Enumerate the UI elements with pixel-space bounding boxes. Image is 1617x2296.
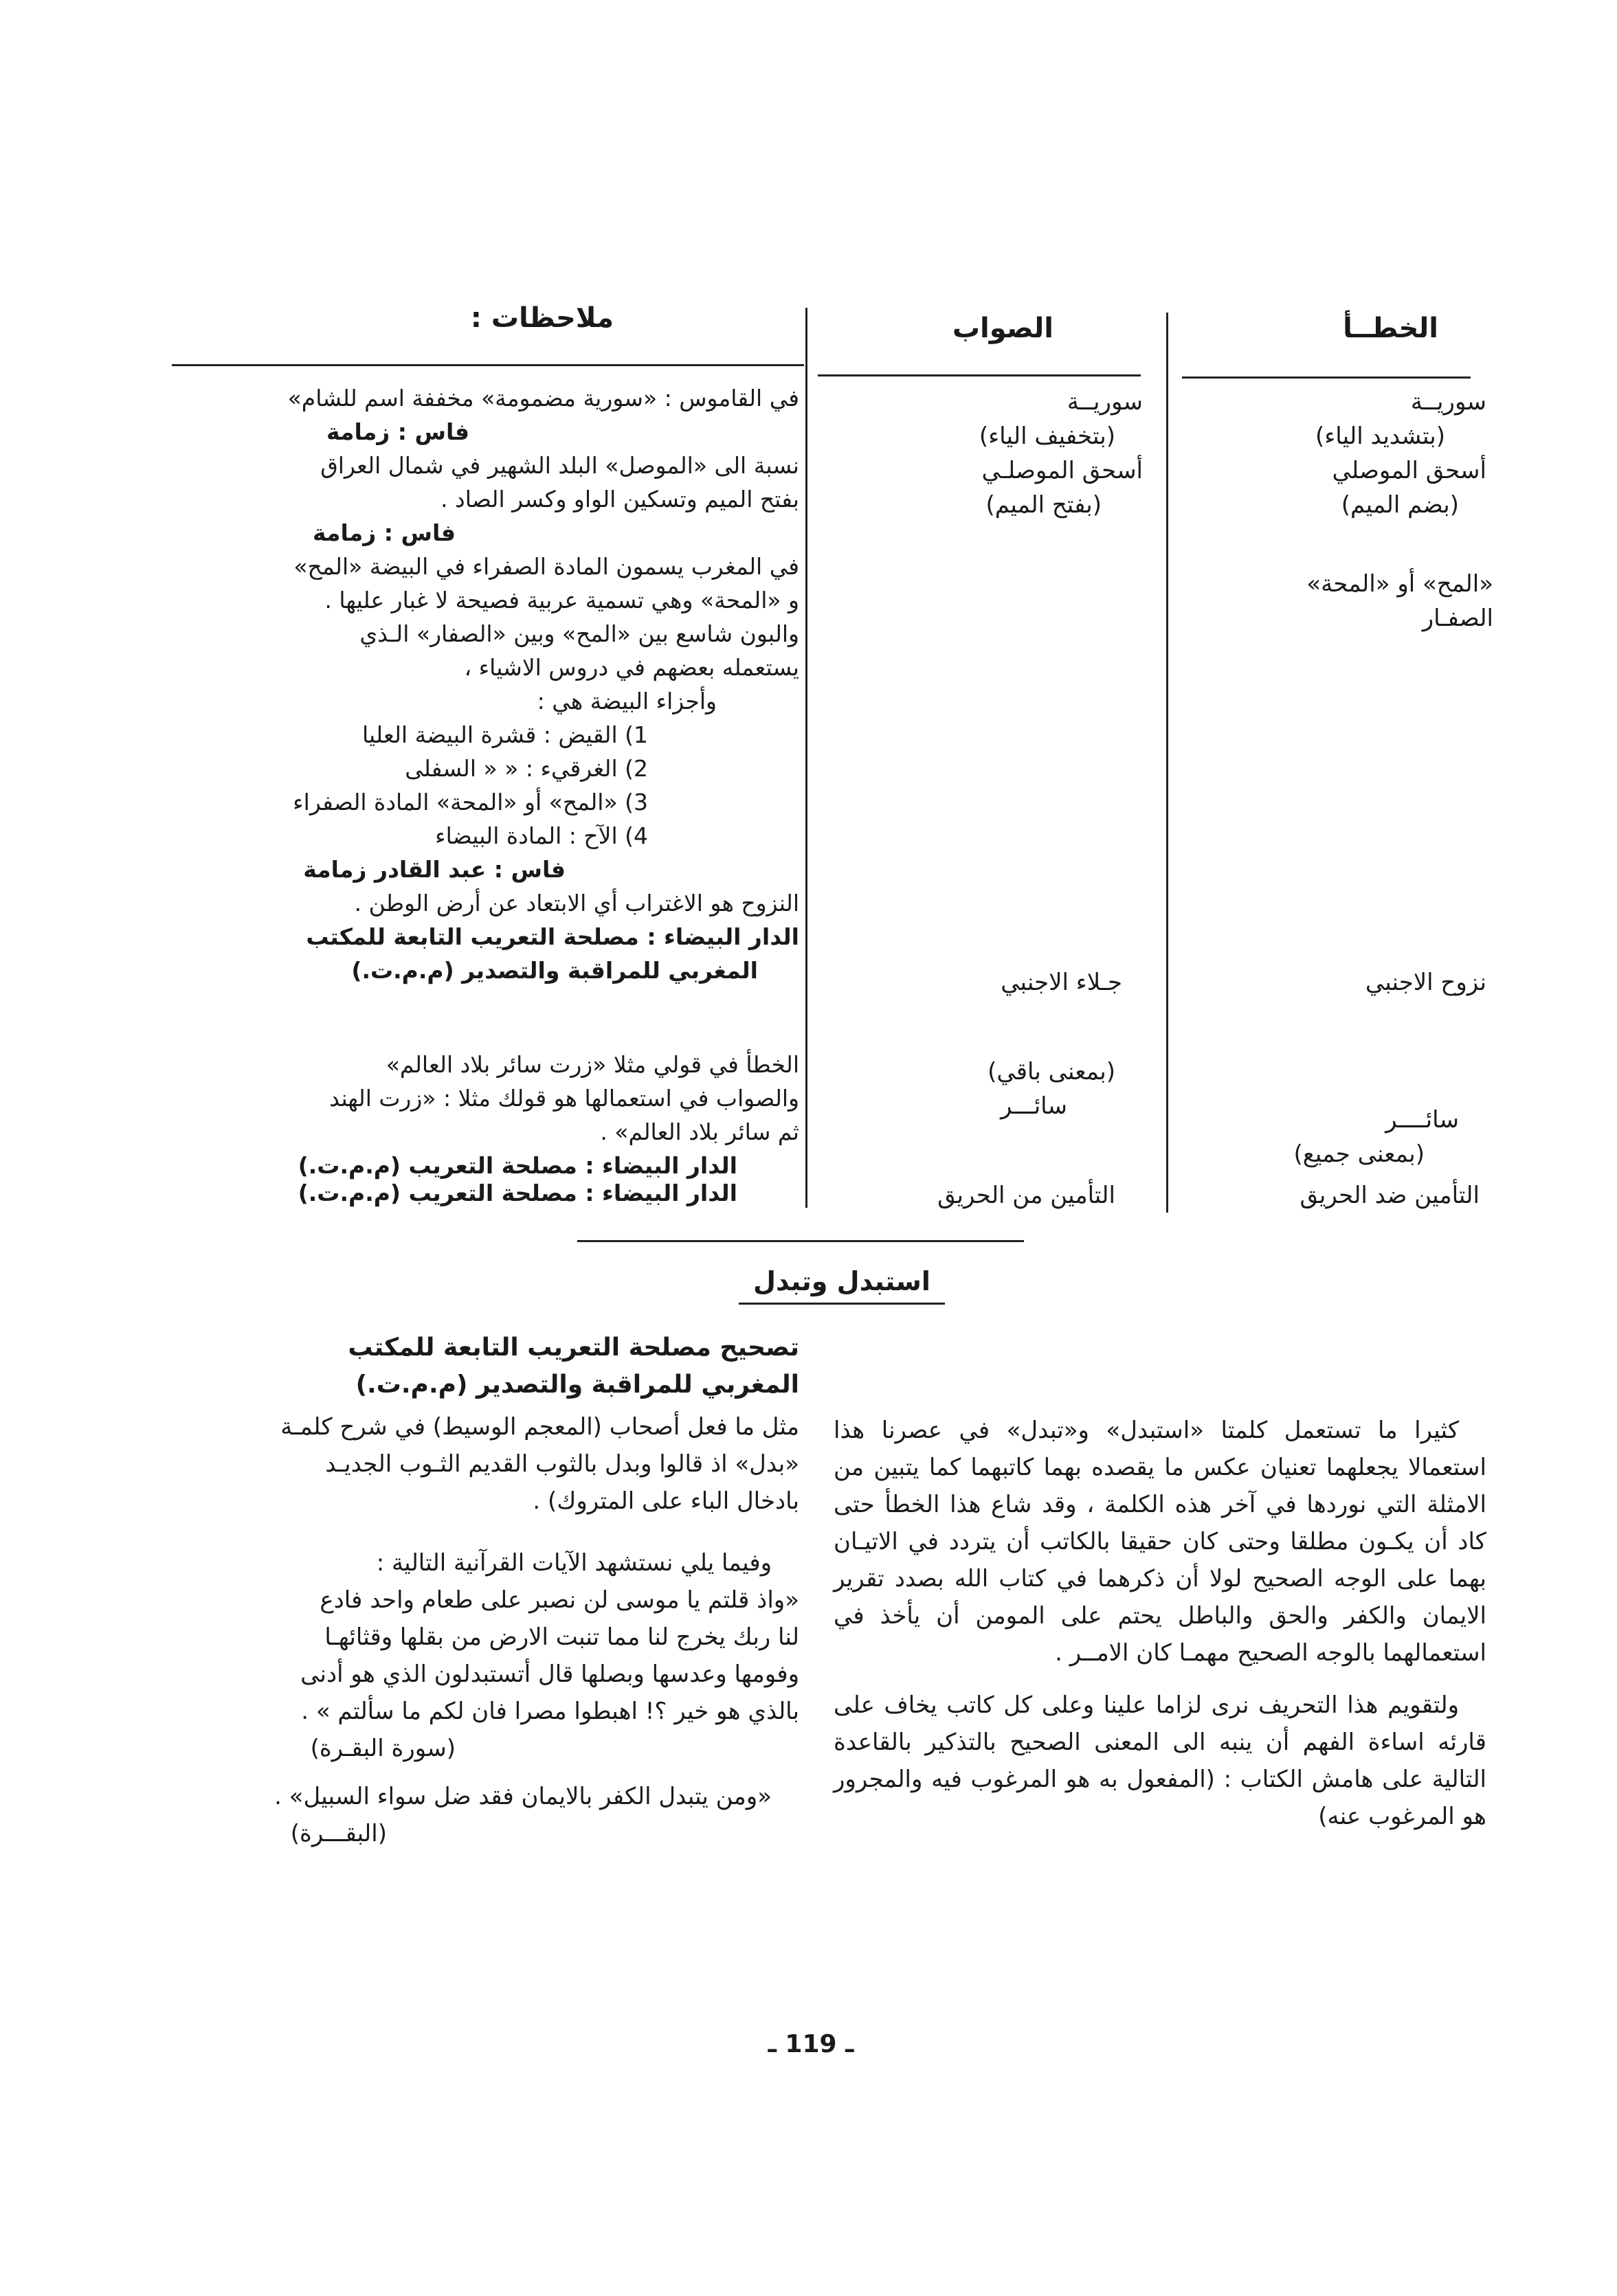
row4-right: (بمعنى باقي) سائـــر bbox=[988, 1058, 1115, 1120]
row3-right: جـلاء الاجنبي bbox=[1001, 969, 1122, 996]
row3-notes: النزوح هو الاغتراب أي الابتعاد عن أرض الوطن . الدار البيضاء : مصلحة التعريب التابعة للمكتب المغربي للمراقبة والتصدير (م.م.ت.) bbox=[306, 890, 799, 984]
column-divider-right bbox=[1166, 313, 1168, 1213]
quote1-line: بالذي هو خير ؟! اهبطوا مصرا فان لكم ما سألتم » . bbox=[301, 1698, 799, 1725]
left-intro-line: بادخال الباء على المتروك) . bbox=[533, 1487, 799, 1515]
section-divider bbox=[577, 1240, 1024, 1242]
row2-wrong: «المح» أو «المحة» الصفـار bbox=[1306, 570, 1493, 632]
left-intro-line: مثل ما فعل أصحاب (المعجم الوسيط) في شرح كلمـة bbox=[280, 1413, 799, 1441]
left-lead: وفيما يلي نستشهد الآيات القرآنية التالية : bbox=[376, 1549, 772, 1577]
column-divider-notes bbox=[805, 308, 807, 1208]
header-right: الصواب bbox=[952, 313, 1053, 344]
quote1-line: «واذ قلتم يا موسى لن نصبر على طعام واحد فادع bbox=[320, 1586, 799, 1614]
article-right-column bbox=[834, 1412, 1486, 1850]
article-paragraph-2: ولتقويم هذا التحريف نرى لزاما علينا وعلى كل كاتب يخاف على قارئه اساءة الفهم أن ينبه الى المعنى الصحيح بالتذكير بالقاعدة التالية على هامش الكتاب : (المفعول به هو المرغوب فيه والمجرور هو المرغوب عنه) bbox=[834, 1691, 1486, 1830]
page-number: ـ 119 ـ bbox=[768, 2030, 854, 2058]
article-title-underline bbox=[739, 1303, 945, 1305]
quote1-line: لنا ربك يخرج لنا مما تنبت الارض من بقلها وقثائهـا bbox=[324, 1623, 799, 1651]
quote1-line: وفومها وعدسها وبصلها قال أتستبدلون الذي هو أدنى bbox=[300, 1661, 799, 1688]
row1-right: سوريــة (بتخفيف الياء) أسحق الموصلـي (بفتح الميم) bbox=[979, 388, 1143, 519]
quote2-source: (البقـــرة) bbox=[290, 1820, 387, 1847]
row3-wrong: نزوح الاجنبي bbox=[1365, 969, 1486, 996]
header-wrong: الخطــأ bbox=[1343, 313, 1438, 344]
header-underline-wrong bbox=[1182, 376, 1471, 379]
article-byline: تصحيح مصلحة التعريب التابعة للمكتب المغربي للمراقبة والتصدير (م.م.ت.) bbox=[348, 1333, 799, 1399]
quote2: «ومن يتبدل الكفر بالايمان فقد ضل سواء السبيل» . bbox=[274, 1783, 772, 1810]
article-left-column bbox=[160, 1408, 799, 1852]
left-intro-line: «بدل» اذ قالوا وبدل بالثوب القديم الثـوب الجديـد bbox=[325, 1450, 799, 1478]
article-title: استبدل وتبدل bbox=[739, 1264, 945, 1305]
row2-notes: في المغرب يسمون المادة الصفراء في البيضة «المح» و «المحة» وهي تسمية عربية فصيحة لا غبار عليها . والبون شاسع بين «المح» وبين «الصفار» الـذي يستعمله بعضهم في دروس الاشياء ، وأجزاء البيضة هي : 1) القيض : قشرة البيضة العليا 2) الغرقيء : « « السفلى 3) «المح» أو «المحة» المادة الصفراء 4) الآح : المادة البيضاء فاس : عبد القادر زمامة bbox=[293, 553, 799, 883]
header-underline-notes bbox=[172, 364, 804, 366]
row5-wrong: التأمين ضد الحريق bbox=[1300, 1182, 1480, 1209]
header-notes: ملاحظات : bbox=[470, 302, 614, 334]
row1-notes: في القاموس : «سورية مضمومة» مخففة اسم للشام» فاس : زمامة نسبة الى «الموصل» البلد الشهير في شمال العراق بفتح الميم وتسكين الواو وكسر الصاد . فاس : زمامة bbox=[287, 385, 799, 546]
row5-notes: الدار البيضاء : مصلحة التعريب (م.م.ت.) bbox=[298, 1180, 737, 1206]
article-paragraph-1: كثيرا ما تستعمل كلمتا «استبدل» و«تبدل» في عصرنا هذا استعمالا يجعلهما تعنيان عكس ما يقصده بهما كاتبهما كما يتبين من الامثلة التي نوردها في آخر هذه الكلمة ، وقد شاع هذا الخطأ حتى كاد أن يكـون مطلقا وحتى كان حقيقا بالكاتب أن يتردد في الاتيـان بهما على الوجه الصحيح لولا أن ذكرهما في كتاب الله بصدد تقرير الايمان والكفر والحق والباطل يحتم على المومن أن يأخذ في استعمالهما بالوجه الصحيح مهمـا كان الامــر . bbox=[834, 1417, 1486, 1667]
row4-wrong: سائــــر (بمعنى جميع) bbox=[1293, 1106, 1459, 1168]
row1-wrong: سوريــة (بتشديد الياء) أسحق الموصلي (بضم الميم) bbox=[1315, 388, 1486, 519]
row4-notes: الخطأ في قولي مثلا «زرت سائر بلاد العالم» والصواب في استعمالها هو قولك مثلا : «زرت الهند ثم سائر بلاد العالم» . الدار البيضاء : مصلحة التعريب (م.م.ت.) bbox=[298, 1051, 799, 1179]
row5-right: التأمين من الحريق bbox=[937, 1182, 1115, 1209]
header-underline-right bbox=[818, 374, 1141, 376]
quote1-source: (سورة البقـرة) bbox=[310, 1735, 456, 1762]
